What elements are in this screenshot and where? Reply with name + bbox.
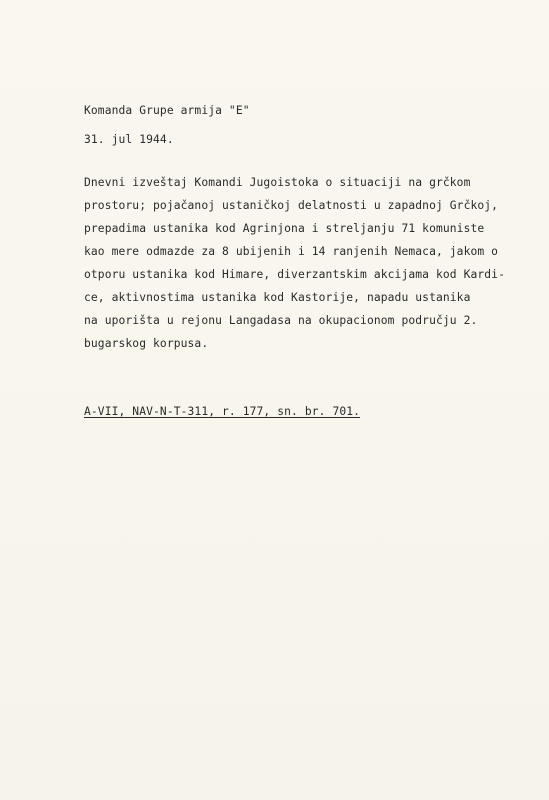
body-line-7: na uporišta u rejonu Langadasa na okupacionom području 2. (84, 314, 478, 327)
body-line-5: otporu ustanika kod Himare, diverzantskim akcijama kod Kardi- (84, 268, 505, 281)
body-line-4: kao mere odmazde za 8 ubijenih i 14 ranjenih Nemaca, jakom o (84, 245, 499, 258)
body-line-8: bugarskog korpusa. (84, 337, 209, 350)
command-heading: Komanda Grupe armija "E" (84, 104, 250, 117)
archive-reference: A-VII, NAV-N-T-311, r. 177, sn. br. 701. (84, 405, 361, 418)
body-line-6: ce, aktivnostima ustanika kod Kastorije, napadu ustanika (84, 291, 471, 304)
document-date: 31. jul 1944. (84, 133, 174, 146)
body-line-1: Dnevni izveštaj Komandi Jugoistoka o situaciji na grčkom (84, 176, 471, 189)
body-line-3: prepadima ustanika kod Agrinjona i streljanju 71 komuniste (84, 222, 485, 235)
body-line-2: prostoru; pojačanoj ustaničkoj delatnosti u zapadnoj Grčkoj, (84, 199, 499, 212)
